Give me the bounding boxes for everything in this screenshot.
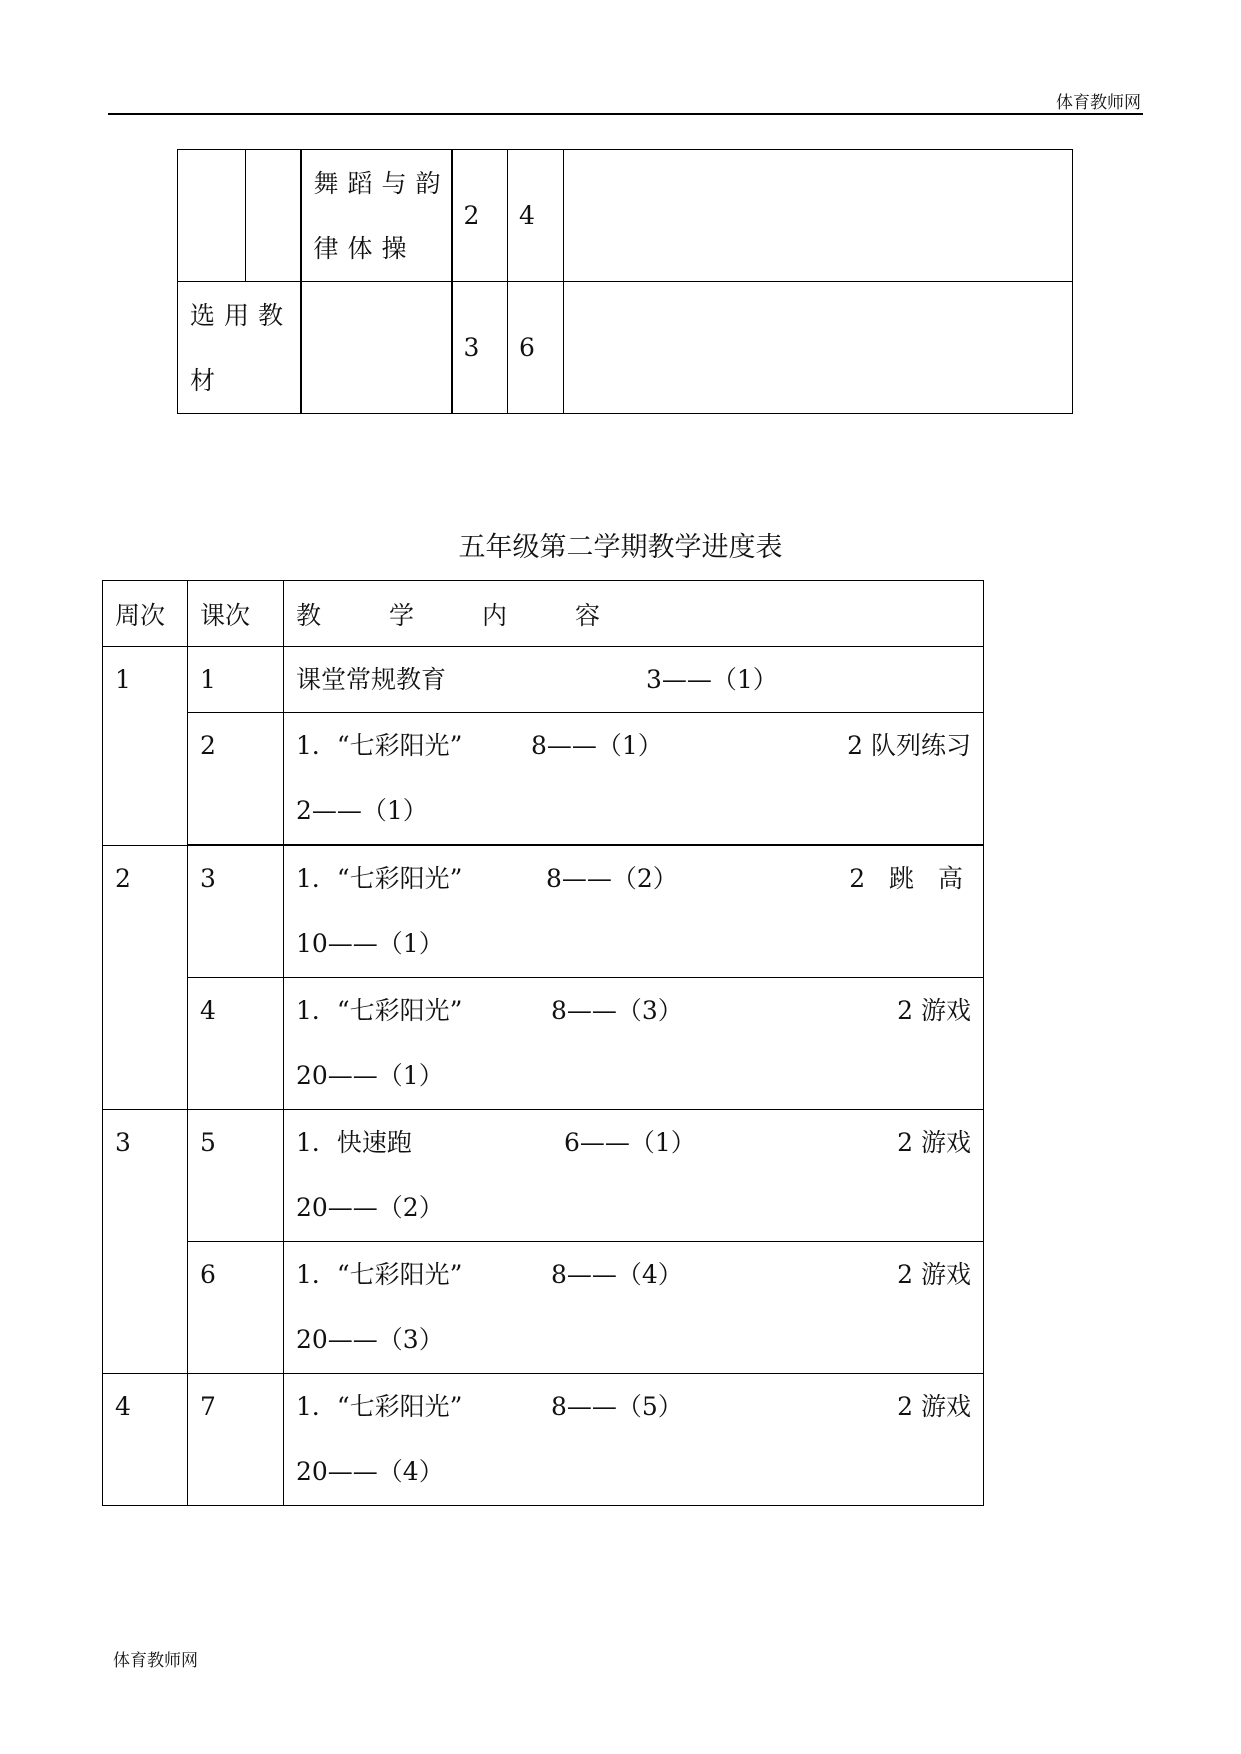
content-item-2: 2 跳 高: [849, 864, 971, 893]
top-table-cell: [178, 150, 246, 282]
content-cell: [284, 713, 984, 846]
content-item-2: 2 队列练习: [847, 731, 971, 760]
content-line: 舞蹈与韵: [313, 168, 450, 198]
content-item: 1．“七彩阳光”: [296, 731, 463, 760]
content-ref-2: 2——（1）: [296, 796, 428, 825]
label-line: 选用教: [190, 300, 293, 330]
content-cell: [284, 845, 984, 978]
top-table-num-cell: 6: [508, 282, 564, 414]
lesson-cell: 4: [188, 978, 284, 1110]
content-cell: [284, 647, 984, 713]
top-table-num-cell: 4: [508, 150, 564, 282]
content-item: 1．“七彩阳光”: [296, 996, 463, 1025]
lesson-cell: 7: [188, 1374, 284, 1506]
top-table-note-cell: [564, 282, 1073, 414]
top-table: [177, 149, 1073, 414]
content-ref: 8——（5）: [551, 1392, 683, 1421]
top-table-row: [178, 282, 1073, 414]
schedule-title: 五年级第二学期教学进度表: [458, 532, 783, 563]
top-table-num-cell: 2: [452, 150, 508, 282]
content-cell: [284, 1374, 984, 1506]
content-item: 课堂常规教育: [296, 665, 447, 694]
week-cell: 1: [103, 647, 188, 846]
header-content-char: 学: [389, 600, 415, 630]
lesson-cell: 6: [188, 1242, 284, 1374]
content-item-2: 2 游戏: [897, 1128, 971, 1157]
table-row: [103, 978, 984, 1110]
content-cell: [284, 1242, 984, 1374]
content-cell: [284, 1110, 984, 1242]
lesson-cell: 2: [188, 713, 284, 846]
header-site-name: 体育教师网: [1056, 93, 1141, 113]
content-item: 1．“七彩阳光”: [296, 1392, 463, 1421]
content-item: 1．“七彩阳光”: [296, 1260, 463, 1289]
footer-site-name: 体育教师网: [113, 1651, 198, 1671]
content-item-2: 2 游戏: [897, 1260, 971, 1289]
table-row: [103, 1374, 984, 1506]
content-ref-2: 20——（2）: [296, 1193, 444, 1222]
schedule-table: [102, 580, 984, 1506]
table-row: [103, 713, 984, 846]
table-row: [103, 1110, 984, 1242]
table-row: [103, 1242, 984, 1374]
content-item-2: 2 游戏: [897, 1392, 971, 1421]
content-cell: [284, 978, 984, 1110]
content-item: 1．快速跑: [296, 1128, 412, 1157]
week-cell: 4: [103, 1374, 188, 1506]
top-table-label-cell: [178, 282, 301, 414]
content-ref-2: 20——（4）: [296, 1457, 444, 1486]
table-row: [103, 647, 984, 713]
header-content-char: 教: [296, 600, 322, 630]
content-ref: 3——（1）: [646, 665, 778, 694]
header-content-char: 容: [575, 600, 601, 630]
label-line: 材: [190, 365, 225, 395]
header-week: 周次: [103, 581, 188, 647]
content-ref-2: 20——（1）: [296, 1061, 444, 1090]
lesson-cell: 3: [188, 845, 284, 978]
week-cell: 2: [103, 845, 188, 1110]
content-ref: 8——（1）: [531, 731, 663, 760]
content-ref: 8——（4）: [551, 1260, 683, 1289]
header-content: [284, 581, 984, 647]
content-item-2: 2 游戏: [897, 996, 971, 1025]
content-ref: 6——（1）: [564, 1128, 696, 1157]
content-ref: 8——（3）: [551, 996, 683, 1025]
top-table-cell: [246, 150, 301, 282]
table-row: [103, 845, 984, 978]
top-table-num-cell: 3: [452, 282, 508, 414]
lesson-cell: 1: [188, 647, 284, 713]
top-table-content-cell: [301, 282, 452, 414]
top-table-note-cell: [564, 150, 1073, 282]
header-lesson: 课次: [188, 581, 284, 647]
schedule-header-row: [103, 581, 984, 647]
content-ref-2: 10——（1）: [296, 929, 444, 958]
content-ref: 8——（2）: [546, 864, 678, 893]
top-table-content-cell: [301, 150, 452, 282]
content-line: 律体操: [313, 233, 416, 263]
top-table-row: [178, 150, 1073, 282]
lesson-cell: 5: [188, 1110, 284, 1242]
content-item: 1．“七彩阳光”: [296, 864, 463, 893]
header-content-char: 内: [482, 600, 508, 630]
week-cell: 3: [103, 1110, 188, 1374]
content-ref-2: 20——（3）: [296, 1325, 444, 1354]
header-rule: [108, 113, 1143, 115]
